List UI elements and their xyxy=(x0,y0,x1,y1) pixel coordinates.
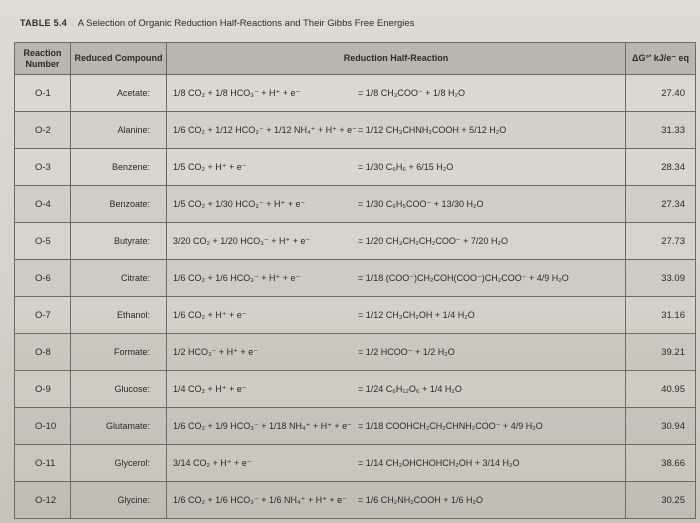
half-reaction-reactants: 1/6 CO₂ + 1/6 HCO₃⁻ + H⁺ + e⁻ xyxy=(173,272,301,283)
reaction-number: O-9 xyxy=(15,371,71,408)
reaction-number: O-4 xyxy=(15,186,71,223)
half-reaction xyxy=(167,186,626,223)
reduced-compound: Glycerol: xyxy=(71,445,167,482)
reaction-number: O-3 xyxy=(15,149,71,186)
reduced-compound: Glucose: xyxy=(71,371,167,408)
reduced-compound: Ethanol: xyxy=(71,297,167,334)
half-reaction xyxy=(167,75,626,112)
half-reaction-products: = 1/20 CH₃CH₂CH₂COO⁻ + 7/20 H₂O xyxy=(358,235,508,246)
reaction-number: O-10 xyxy=(15,408,71,445)
table-row xyxy=(15,112,696,149)
half-reaction-products: = 1/18 (COO⁻)CH₂COH(COO⁻)CH₂COO⁻ + 4/9 H₂O xyxy=(358,272,569,283)
reduced-compound: Benzene: xyxy=(71,149,167,186)
header-reduced-compound: Reduced Compound xyxy=(71,43,167,75)
reduced-compound: Citrate: xyxy=(71,260,167,297)
gibbs-energy-value: 28.34 xyxy=(626,149,696,186)
reaction-number: O-1 xyxy=(15,75,71,112)
gibbs-energy-value: 31.16 xyxy=(626,297,696,334)
half-reaction-reactants: 3/20 CO₂ + 1/20 HCO₃⁻ + H⁺ + e⁻ xyxy=(173,235,311,246)
half-reaction-table xyxy=(14,42,696,519)
half-reaction xyxy=(167,112,626,149)
reaction-number: O-12 xyxy=(15,482,71,519)
table-label: TABLE 5.4 xyxy=(20,18,68,28)
half-reaction-reactants: 1/6 CO₂ + 1/12 HCO₃⁻ + 1/12 NH₄⁺ + H⁺ + e⁻ xyxy=(173,124,357,135)
gibbs-energy-value: 33.09 xyxy=(626,260,696,297)
reaction-number: O-5 xyxy=(15,223,71,260)
table-row xyxy=(15,334,696,371)
half-reaction-products: = 1/30 C₆H₆ + 6/15 H₂O xyxy=(358,161,454,172)
reaction-number: O-2 xyxy=(15,112,71,149)
table-row xyxy=(15,223,696,260)
half-reaction-reactants: 3/14 CO₂ + H⁺ + e⁻ xyxy=(173,457,252,468)
half-reaction-reactants: 1/2 HCO₃⁻ + H⁺ + e⁻ xyxy=(173,346,258,357)
table-header-row xyxy=(15,43,696,75)
half-reaction-products: = 1/24 C₆H₁₂O₆ + 1/4 H₂O xyxy=(358,383,462,394)
gibbs-energy-value: 30.25 xyxy=(626,482,696,519)
gibbs-energy-value: 38.66 xyxy=(626,445,696,482)
reduced-compound: Butyrate: xyxy=(71,223,167,260)
table-row xyxy=(15,408,696,445)
half-reaction xyxy=(167,445,626,482)
half-reaction xyxy=(167,482,626,519)
half-reaction xyxy=(167,334,626,371)
reduced-compound: Glutamate: xyxy=(71,408,167,445)
table-row xyxy=(15,445,696,482)
half-reaction-reactants: 1/5 CO₂ + H⁺ + e⁻ xyxy=(173,161,247,172)
reduced-compound: Alanine: xyxy=(71,112,167,149)
table-title: A Selection of Organic Reduction Half-Reactions and Their Gibbs Free Energies xyxy=(77,18,415,29)
half-reaction xyxy=(167,297,626,334)
table-row xyxy=(15,297,696,334)
half-reaction-products: = 1/18 COOHCH₂CH₂CHNH₂COO⁻ + 4/9 H₂O xyxy=(358,420,543,431)
gibbs-energy-value: 27.40 xyxy=(626,75,696,112)
half-reaction-reactants: 1/5 CO₂ + 1/30 HCO₃⁻ + H⁺ + e⁻ xyxy=(173,198,306,209)
half-reaction-products: = 1/12 CH₃CHNH₂COOH + 5/12 H₂O xyxy=(358,124,507,135)
reaction-number: O-6 xyxy=(15,260,71,297)
table-caption xyxy=(20,18,414,29)
half-reaction-reactants: 1/6 CO₂ + 1/9 HCO₃⁻ + 1/18 NH₄⁺ + H⁺ + e⁻ xyxy=(173,420,352,431)
half-reaction-reactants: 1/4 CO₂ + H⁺ + e⁻ xyxy=(173,383,247,394)
half-reaction-reactants: 1/6 CO₂ + H⁺ + e⁻ xyxy=(173,309,247,320)
half-reaction-products: = 1/14 CH₂OHCHOHCH₂OH + 3/14 H₂O xyxy=(358,457,520,468)
header-gibbs-energy: ΔG°′ kJ/e⁻ eq xyxy=(626,43,696,75)
table-body xyxy=(15,75,696,519)
reaction-number: O-11 xyxy=(15,445,71,482)
table-row xyxy=(15,75,696,112)
header-reduction-half-reaction: Reduction Half-Reaction xyxy=(167,43,626,75)
gibbs-energy-value: 40.95 xyxy=(626,371,696,408)
table-row xyxy=(15,149,696,186)
reduced-compound: Formate: xyxy=(71,334,167,371)
half-reaction xyxy=(167,260,626,297)
table-row xyxy=(15,371,696,408)
half-reaction-reactants: 1/8 CO₂ + 1/8 HCO₃⁻ + H⁺ + e⁻ xyxy=(173,87,301,98)
half-reaction-products: = 1/30 C₆H₅COO⁻ + 13/30 H₂O xyxy=(358,198,484,209)
half-reaction xyxy=(167,408,626,445)
reduced-compound: Glycine: xyxy=(71,482,167,519)
half-reaction-products: = 1/6 CH₂NH₂COOH + 1/6 H₂O xyxy=(358,494,484,505)
table-row xyxy=(15,186,696,223)
gibbs-energy-value: 39.21 xyxy=(626,334,696,371)
reaction-number: O-8 xyxy=(15,334,71,371)
half-reaction xyxy=(167,371,626,408)
gibbs-energy-value: 30.94 xyxy=(626,408,696,445)
gibbs-energy-value: 27.34 xyxy=(626,186,696,223)
gibbs-energy-value: 31.33 xyxy=(626,112,696,149)
half-reaction-products: = 1/2 HCOO⁻ + 1/2 H₂O xyxy=(358,346,455,357)
table-row xyxy=(15,260,696,297)
table-row xyxy=(15,482,696,519)
half-reaction-products: = 1/8 CH₃COO⁻ + 1/8 H₂O xyxy=(358,87,465,98)
gibbs-energy-value: 27.73 xyxy=(626,223,696,260)
reduced-compound: Acetate: xyxy=(71,75,167,112)
half-reaction-products: = 1/12 CH₃CH₂OH + 1/4 H₂O xyxy=(358,309,475,320)
header-reaction-number: Reaction Number xyxy=(15,43,71,75)
half-reaction xyxy=(167,223,626,260)
half-reaction-reactants: 1/6 CO₂ + 1/6 HCO₃⁻ + 1/6 NH₄⁺ + H⁺ + e⁻ xyxy=(173,494,347,505)
reaction-number: O-7 xyxy=(15,297,71,334)
reduced-compound: Benzoate: xyxy=(71,186,167,223)
half-reaction xyxy=(167,149,626,186)
